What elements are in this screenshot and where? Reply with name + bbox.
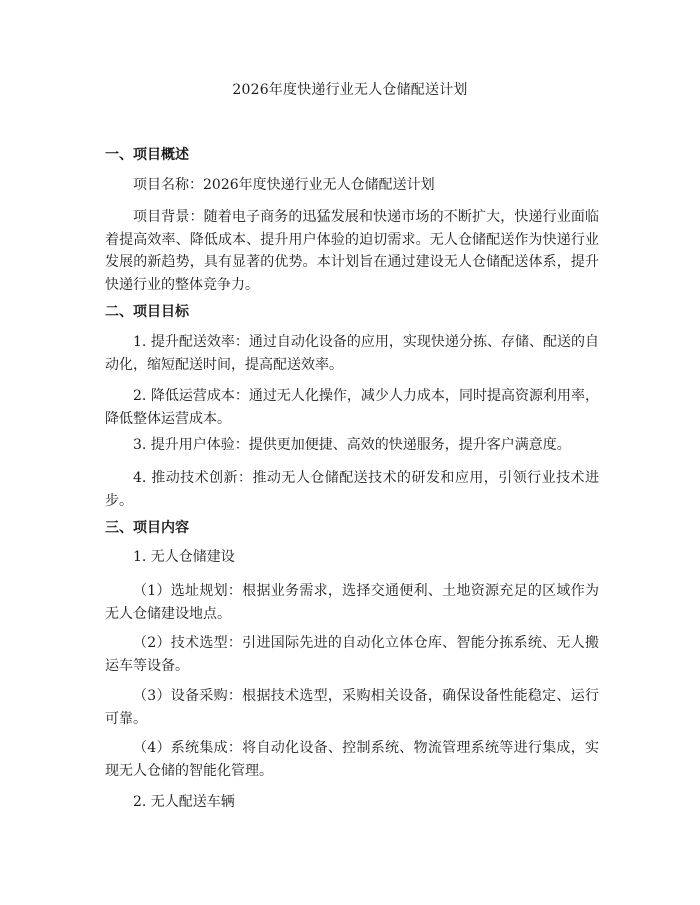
- content-subitem-tech-selection: （2）技术选型：引进国际先进的自动化立体仓库、智能分拣系统、无人搬运车等设备。: [105, 635, 599, 674]
- section-heading-goals: 二、项目目标: [105, 304, 189, 320]
- section-heading-content: 三、项目内容: [105, 520, 189, 536]
- paragraph-project-name: 项目名称：2026年度快递行业无人仓储配送计划: [133, 177, 435, 193]
- section-heading-overview: 一、项目概述: [105, 147, 189, 163]
- content-item-warehouse: 1. 无人仓储建设: [133, 549, 235, 565]
- content-subitem-site-planning: （1）选址规划：根据业务需求，选择交通便利、土地资源充足的区域作为无人仓储建设地点。: [105, 583, 599, 622]
- document-title: 2026年度快递行业无人仓储配送计划: [232, 82, 468, 98]
- goal-item-user-experience: 3. 提升用户体验：提供更加便捷、高效的快递服务，提升客户满意度。: [133, 437, 571, 453]
- content-subitem-integration: （4）系统集成：将自动化设备、控制系统、物流管理系统等进行集成，实现无人仓储的智能化管理。: [105, 740, 599, 779]
- paragraph-project-background: 项目背景：随着电子商务的迅猛发展和快递市场的不断扩大，快递行业面临着提高效率、降低成本、提升用户体验的迫切需求。无人仓储配送作为快递行业发展的新趋势，具有显著的优势。本计划旨在通过建设无人仓储配送体系，提升快递行业的整体竞争力。: [105, 209, 599, 293]
- goal-item-efficiency: 1. 提升配送效率：通过自动化设备的应用，实现快递分拣、存储、配送的自动化，缩短配送时间，提高配送效率。: [105, 334, 599, 373]
- content-item-delivery-vehicles: 2. 无人配送车辆: [133, 794, 235, 810]
- goal-item-cost: 2. 降低运营成本：通过无人化操作，减少人力成本，同时提高资源利用率，降低整体运营成本。: [105, 388, 599, 427]
- content-subitem-procurement: （3）设备采购：根据技术选型，采购相关设备，确保设备性能稳定、运行可靠。: [105, 688, 599, 727]
- goal-item-innovation: 4. 推动技术创新：推动无人仓储配送技术的研发和应用，引领行业技术进步。: [105, 470, 599, 509]
